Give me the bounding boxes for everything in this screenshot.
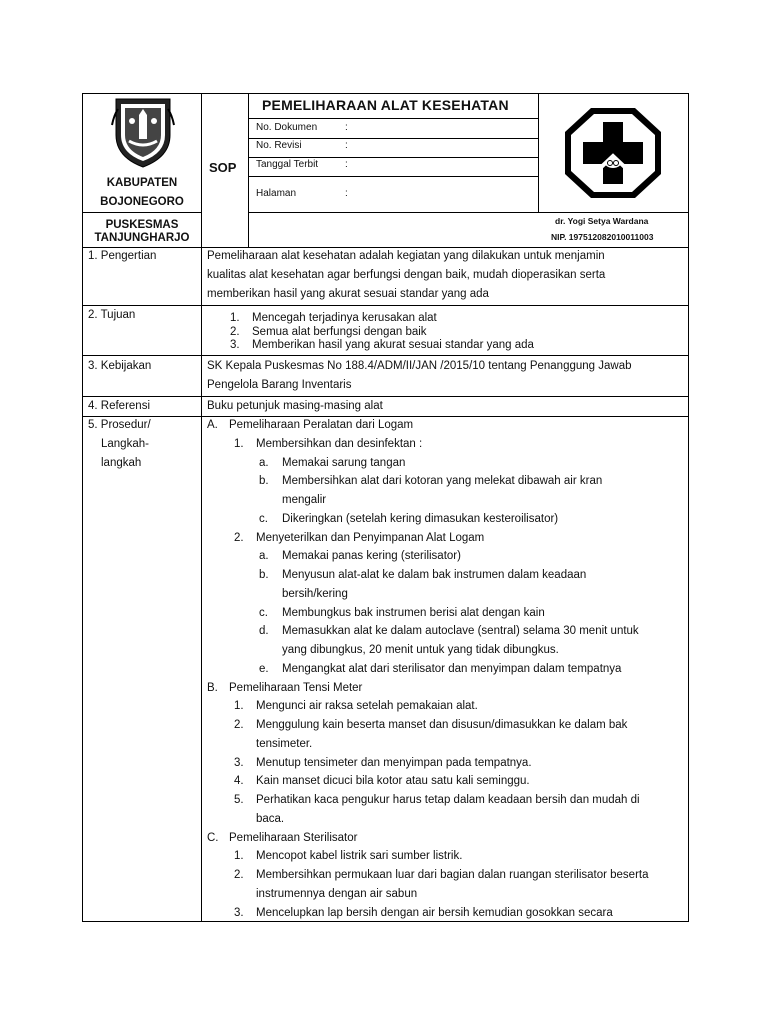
procedure-text: Mencopot kabel listrik sari sumber listrik. (256, 850, 463, 863)
field-divider-1 (248, 138, 538, 139)
policy-line-2: Pengelola Barang Inventaris (207, 379, 352, 391)
procedure-marker: 2. (234, 719, 244, 731)
procedure-line (207, 510, 685, 529)
logo-column-divider (538, 93, 539, 212)
procedure-line (207, 679, 685, 698)
procedure-line (207, 810, 685, 829)
procedure-text: mengalir (282, 494, 327, 506)
procedure-marker: 2. (234, 531, 244, 544)
procedure-marker: c. (259, 606, 268, 619)
section-line-2 (82, 355, 689, 356)
procedure-text: Mengangkat alat dari sterilisator dan menyimpan dalam tempatnya (282, 662, 622, 675)
procedure-line (207, 697, 685, 716)
procedure-text: Perhatikan kaca pengukur harus tetap dalam keadaan bersih dan mudah di (256, 794, 640, 806)
procedure-marker: 4. (234, 775, 244, 788)
procedure-marker: b. (259, 569, 269, 581)
procedure-text: Membersihkan permukaan luar dari bagian dalan ruangan sterilisator beserta (256, 869, 649, 881)
procedure-line (207, 847, 685, 866)
list-item: 2. Semua alat berfungsi dengan baik (230, 325, 427, 338)
field-value-revision-no: : (345, 140, 348, 151)
section-label-definition: 1. Pengertian (88, 250, 157, 262)
procedure-line (207, 529, 685, 548)
procedure-marker: 3. (234, 756, 244, 769)
procedure-marker: C. (207, 831, 219, 844)
procedure-marker: a. (259, 456, 269, 469)
procedure-line (207, 904, 685, 923)
procedure-text: instrumennya dengan air sabun (256, 887, 418, 900)
procedure-line (207, 641, 685, 660)
sop-label: SOP (209, 160, 237, 175)
procedure-text: Memakai panas kering (sterilisator) (282, 550, 461, 563)
field-label-page: Halaman (256, 188, 297, 199)
field-value-document-no: : (345, 122, 348, 133)
procedure-marker: d. (259, 625, 269, 638)
procedure-text: Pemeliharaan Tensi Meter (229, 681, 363, 694)
procedure-marker: b. (259, 475, 269, 488)
procedure-text: baca. (256, 812, 285, 825)
procedure-line (207, 829, 685, 848)
purpose-list (230, 312, 534, 353)
procedure-text: Dikeringkan (setelah kering dimasukan kesteroilisator) (282, 512, 559, 525)
field-divider-3 (248, 176, 538, 177)
procedure-line (207, 604, 685, 623)
sop-column-divider (248, 93, 249, 247)
procedure-marker: 1. (234, 700, 244, 713)
procedure-text: Membersihkan dan desinfektan : (256, 437, 423, 450)
section-label-purpose: 2. Tujuan (88, 309, 136, 321)
field-label-document-no: No. Dokumen (256, 122, 318, 133)
procedure-marker: c. (259, 512, 268, 525)
procedure-marker: a. (259, 550, 269, 563)
procedure-text: Menutup tensimeter dan menyimpan pada tempatnya. (256, 756, 532, 769)
procedure-text: Memasukkan alat ke dalam autoclave (sentral) selama 30 menit untuk (282, 625, 639, 638)
regency-name-line2: BOJONEGORO (100, 196, 184, 208)
procedure-marker: A. (207, 419, 218, 431)
procedure-line (207, 754, 685, 773)
reference-text: Buku petunjuk masing-masing alat (207, 400, 383, 412)
puskesmas-logo-icon (563, 106, 663, 200)
procedure-line (207, 866, 685, 885)
procedure-line (207, 622, 685, 641)
signer-divider (248, 212, 689, 213)
procedure-text: bersih/kering (282, 587, 348, 600)
field-divider-2 (248, 157, 538, 158)
procedure-line (207, 454, 685, 473)
left-header-divider (82, 212, 202, 213)
procedure-marker: 1. (234, 437, 244, 450)
procedure-line (207, 735, 685, 754)
definition-line-1: Pemeliharaan alat kesehatan adalah kegiatan yang dilakukan untuk menjamin (207, 250, 605, 262)
list-item: 3. Memberikan hasil yang akurat sesuai standar yang ada (230, 339, 534, 351)
section-label-reference: 4. Referensi (88, 400, 151, 412)
procedure-line (207, 416, 685, 435)
procedure-marker: 5. (234, 794, 244, 806)
org-name-line2: TANJUNGHARJO (94, 232, 190, 244)
procedure-text: yang dibungkus, 20 menit untuk yang tidak dibungkus. (282, 644, 559, 656)
procedure-text: Menyusun alat-alat ke dalam bak instrumen dalam keadaan (282, 569, 587, 581)
column-divider-left (201, 93, 202, 922)
procedure-marker: B. (207, 681, 218, 694)
field-label-revision-no: No. Revisi (256, 140, 302, 151)
procedure-text: Kain manset dicuci bila kotor atau satu kali seminggu. (256, 775, 530, 788)
procedure-text: Pemeliharaan Sterilisator (229, 831, 358, 844)
section-label-policy: 3. Kebijakan (88, 360, 152, 372)
procedure-line (207, 585, 685, 604)
procedure-marker: 1. (234, 850, 244, 863)
policy-line-1: SK Kepala Puskesmas No 188.4/ADM/II/JAN /2015/10 tentang Penanggung Jawab (207, 360, 632, 372)
document-title: PEMELIHARAAN ALAT KESEHATAN (262, 97, 509, 113)
procedure-line (207, 547, 685, 566)
procedure-text: Mencelupkan lap bersih dengan air bersih kemudian gosokkan secara (256, 906, 613, 919)
procedure-marker: e. (259, 662, 269, 675)
regency-seal-icon (110, 95, 176, 169)
procedure-line (207, 491, 685, 510)
section-label-procedure-2: Langkah- (101, 438, 149, 450)
procedure-marker: 2. (234, 869, 244, 881)
procedure-text: Memakai sarung tangan (282, 456, 406, 469)
procedure-line (207, 472, 685, 491)
procedure-line (207, 566, 685, 585)
procedure-line (207, 435, 685, 454)
procedure-marker: 3. (234, 906, 244, 919)
procedure-text: Menggulung kain beserta manset dan disusun/dimasukkan ke dalam bak (256, 719, 628, 731)
procedure-line (207, 791, 685, 810)
field-label-issue-date: Tanggal Terbit (256, 159, 319, 170)
procedure-text: Membersihkan alat dari kotoran yang melekat dibawah air kran (282, 475, 603, 488)
field-value-issue-date: : (345, 159, 348, 170)
procedure-line (207, 660, 685, 679)
procedure-text: Menyeterilkan dan Penyimpanan Alat Logam (256, 531, 485, 544)
section-label-procedure-3: langkah (101, 457, 142, 469)
title-divider (248, 118, 538, 119)
procedure-line (207, 772, 685, 791)
procedure-text: Pemeliharaan Peralatan dari Logam (229, 419, 414, 431)
definition-line-2: kualitas alat kesehatan agar berfungsi dengan baik, mudah dioperasikan serta (207, 269, 606, 281)
procedure-line (207, 716, 685, 735)
signer-name: dr. Yogi Setya Wardana (555, 216, 649, 226)
regency-name-line1: KABUPATEN (106, 177, 178, 189)
section-label-procedure: 5. Prosedur/ (88, 419, 151, 431)
section-line-1 (82, 305, 689, 306)
procedure-line (207, 885, 685, 904)
field-value-page: : (345, 188, 348, 199)
list-item: 1. Mencegah terjadinya kerusakan alat (230, 312, 437, 324)
definition-line-3: memberikan hasil yang akurat sesuai standar yang ada (207, 288, 489, 300)
procedure-text: Membungkus bak instrumen berisi alat dengan kain (282, 606, 545, 619)
procedure-text: tensimeter. (256, 737, 313, 750)
signer-nip: NIP. 197512082010011003 (551, 232, 654, 242)
procedure-text: Mengunci air raksa setelah pemakaian alat. (256, 700, 478, 713)
section-line-3 (82, 396, 689, 397)
org-name-line1: PUSKESMAS (105, 219, 179, 231)
